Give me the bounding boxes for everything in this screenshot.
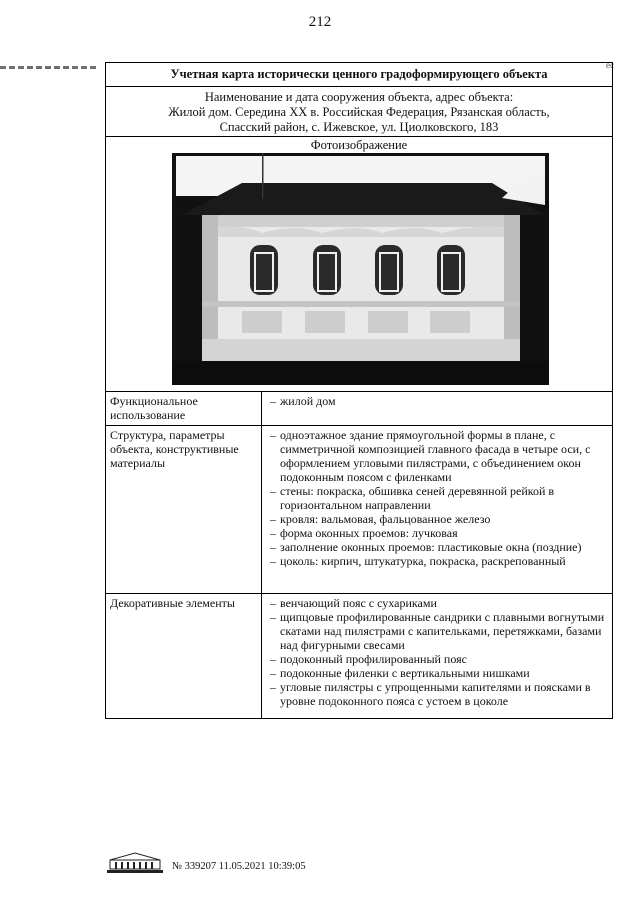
dash-marker: – [270, 512, 276, 526]
government-building-stamp-icon [106, 852, 164, 874]
scan-artifact-right: ec [606, 60, 614, 70]
list-item: – одноэтажное здание прямоугольной формы в плане, с симметричной композицией главного фасада в четыре оси, с оформлением угловыми пилястрами, с объединением окон подоконным поясом с филенками [266, 428, 608, 484]
dash-marker: – [270, 394, 276, 408]
row-label: Функциональное использование [106, 392, 262, 425]
dash-marker: – [270, 666, 276, 680]
dash-marker: – [270, 540, 276, 554]
row-functional-use [106, 392, 612, 426]
dash-marker: – [270, 554, 276, 568]
dash-marker: – [270, 610, 276, 624]
list-item: – щипцовые профилированные сандрики с плавными вогнутыми скатами над пилястрами с капительками, перетяжками, базами над фигурными свесами [266, 610, 608, 652]
row-decorative [106, 594, 612, 718]
dash-marker: – [270, 484, 276, 498]
document-registration-number: № 339207 11.05.2021 10:39:05 [172, 861, 306, 872]
dash-marker: – [270, 680, 276, 694]
row-label: Структура, параметры объекта, конструктивные материалы [106, 426, 262, 593]
row-values [262, 426, 612, 593]
list-item: – жилой дом [266, 394, 608, 408]
row-values [262, 392, 612, 425]
dash-marker: – [270, 526, 276, 540]
photo-label: Фотоизображение [310, 138, 408, 152]
scan-artifact-left [0, 66, 96, 69]
registration-card [105, 62, 613, 719]
list-item: – подоконные филенки с вертикальными нишками [266, 666, 608, 680]
footer [106, 852, 306, 874]
list-item: – стены: покраска, обшивка сеней деревянной рейкой в горизонтальном направлении [266, 484, 608, 512]
photo-section [106, 137, 612, 392]
naming-line-1: Жилой дом. Середина XX в. Российская Федерация, Рязанская область, [168, 105, 550, 119]
dash-marker: – [270, 652, 276, 666]
dash-marker: – [270, 596, 276, 610]
row-label: Декоративные элементы [106, 594, 262, 718]
dash-marker: – [270, 428, 276, 442]
row-values [262, 594, 612, 718]
list-item: – угловые пилястры с упрощенными капителями и поясками в уровне подоконного пояса с устоем в цоколе [266, 680, 608, 708]
list-item: – кровля: вальмовая, фальцованное железо [266, 512, 608, 526]
naming-label: Наименование и дата сооружения объекта, адрес объекта: [204, 90, 514, 104]
list-item: – цоколь: кирпич, штукатурка, покраска, раскрепованный [266, 554, 608, 568]
row-structure [106, 426, 612, 594]
list-item: – заполнение оконных проемов: пластиковые окна (поздние) [266, 540, 608, 554]
page-number: 212 [308, 14, 332, 30]
list-item: – форма оконных проемов: лучковая [266, 526, 608, 540]
building-photo [172, 153, 549, 385]
list-item: – венчающий пояс с сухариками [266, 596, 608, 610]
card-title: Учетная карта исторически ценного градоформирующего объекта [106, 63, 612, 87]
object-naming [106, 87, 612, 137]
naming-line-2: Спасский район, с. Ижевское, ул. Циолковского, 183 [219, 120, 499, 134]
list-item: – подоконный профилированный пояс [266, 652, 608, 666]
